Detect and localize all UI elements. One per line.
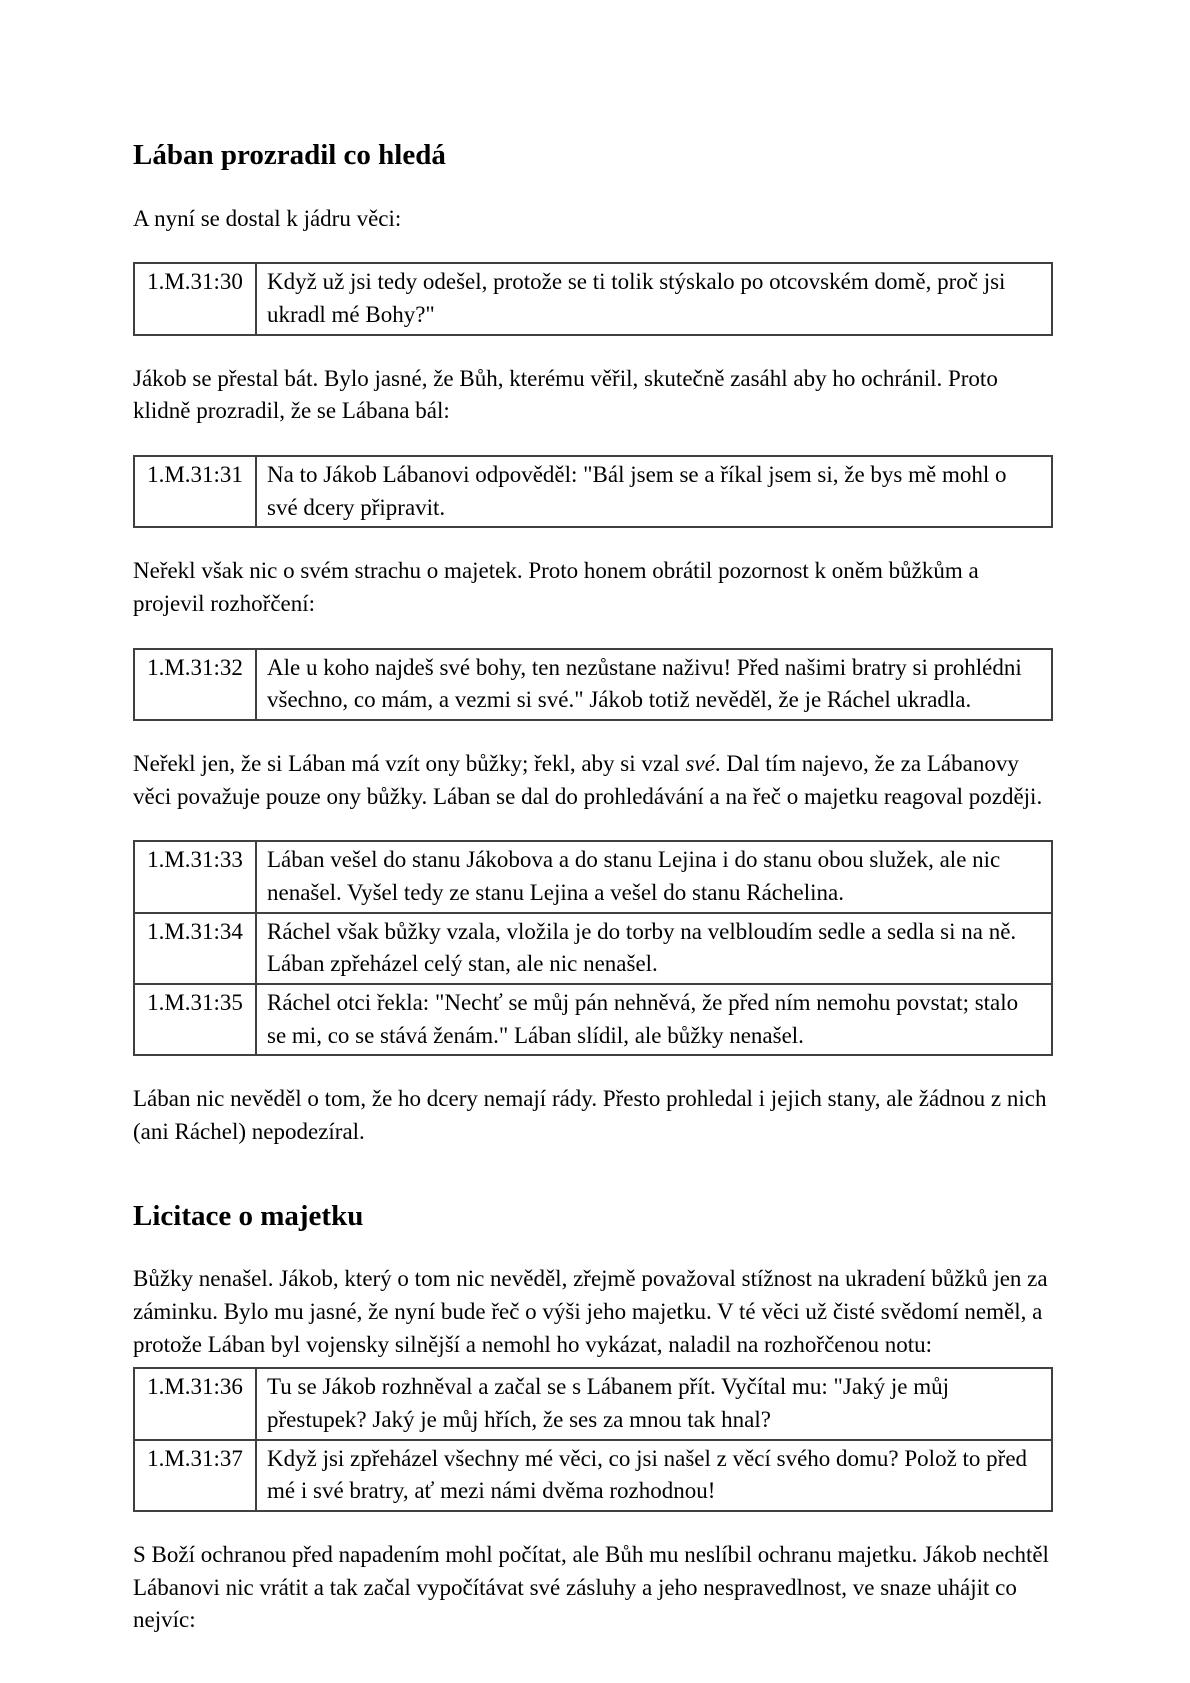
table-row bbox=[134, 456, 1052, 527]
verse-text: Lában vešel do stanu Jákobova a do stanu Lejina i do stanu obou služek, ale nic nenašel. Vyšel tedy ze stanu Lejina a vešel do stanu Ráchelina. bbox=[256, 841, 1052, 912]
paragraph-run: Neřekl jen, že si Lában má vzít ony bůžky; řekl, aby si vzal bbox=[133, 751, 686, 777]
verse-ref: 1.M.31:36 bbox=[134, 1368, 256, 1439]
verse-ref: 1.M.31:33 bbox=[134, 841, 256, 912]
verse-text: Ráchel otci řekla: "Nechť se můj pán nehněvá, že před ním nemohu povstat; stalo se mi, co se stává ženám." Lában slídil, ale bůžky nenašel. bbox=[256, 984, 1052, 1055]
verse-ref: 1.M.31:30 bbox=[134, 263, 256, 334]
verse-table-31-30 bbox=[133, 262, 1053, 335]
table-row bbox=[134, 649, 1052, 720]
paragraph-nerekl-vsak: Neřekl však nic o svém strachu o majetek. Proto honem obrátil pozornost k oněm bůžkům a projevil rozhořčení: bbox=[133, 558, 979, 617]
verse-text: Když už jsi tedy odešel, protože se ti tolik stýskalo po otcovském domě, proč jsi ukradl mé Bohy?" bbox=[256, 263, 1052, 334]
verse-ref: 1.M.31:37 bbox=[134, 1440, 256, 1511]
verse-ref: 1.M.31:34 bbox=[134, 913, 256, 984]
verse-text: Na to Jákob Lábanovi odpověděl: "Bál jsem se a říkal jsem si, že bys mě mohl o své dcery připravit. bbox=[256, 456, 1052, 527]
verse-ref: 1.M.31:31 bbox=[134, 456, 256, 527]
paragraph-s-bozi-ochranou: S Boží ochranou před napadením mohl počítat, ale Bůh mu neslíbil ochranu majetku. Jákob nechtěl Lábanovi nic vrátit a tak začal vypočítávat své zásluhy a jeho nespravedlnost, ve snaze uhájit co nejvíc: bbox=[133, 1541, 1049, 1633]
verse-ref: 1.M.31:35 bbox=[134, 984, 256, 1055]
verse-table-31-36-37 bbox=[133, 1367, 1053, 1512]
paragraph-run: . Dal tím najevo, že za Lábanovy věci považuje pouze ony bůžky. Lában se dal do prohledávání a na řeč o majetku reagoval později. bbox=[133, 751, 1043, 809]
paragraph-jakob-prestal-bat: Jákob se přestal bát. Bylo jasné, že Bůh, kterému věřil, skutečně zasáhl aby ho ochránil. Proto klidně prozradil, že se Lábana bál: bbox=[133, 365, 998, 424]
verse-text: Ale u koho najdeš své bohy, ten nezůstane naživu! Před našimi bratry si prohlédni všechno, co mám, a vezmi si své." Jákob totiž nevěděl, že je Ráchel ukradla. bbox=[256, 649, 1052, 720]
verse-text: Ráchel však bůžky vzala, vložila je do torby na velbloudím sedle a sedla si na ně. Lában zpřeházel celý stan, ale nic nenašel. bbox=[256, 913, 1052, 984]
table-row bbox=[134, 1368, 1052, 1439]
verse-ref: 1.M.31:32 bbox=[134, 649, 256, 720]
verse-table-31-31 bbox=[133, 455, 1053, 528]
paragraph-laban-nic-nevedel: Lában nic nevěděl o tom, že ho dcery nemají rády. Přesto prohledal i jejich stany, ale žádnou z nich (ani Ráchel) nepodezíral. bbox=[133, 1086, 1047, 1144]
table-row bbox=[134, 984, 1052, 1055]
table-row bbox=[134, 913, 1052, 984]
paragraph-intro: A nyní se dostal k jádru věci: bbox=[133, 205, 402, 231]
paragraph-buzky-nenasel: Bůžky nenašel. Jákob, který o tom nic nevěděl, zřejmě považoval stížnost na ukradení bůžků jen za záminku. Bylo mu jasné, že nyní bude řeč o výši jeho majetku. V té věci už čisté svědomí neměl, a protože Lában byl vojensky silnější a nemohl ho vykázat, naladil na rozhořčenou notu: bbox=[133, 1266, 1048, 1357]
verse-table-31-32 bbox=[133, 648, 1053, 721]
section-heading-laban-prozradil: Lában prozradil co hledá bbox=[133, 139, 446, 171]
table-row bbox=[134, 841, 1052, 912]
verse-text: Tu se Jákob rozhněval a začal se s Lábanem přít. Vyčítal mu: "Jaký je můj přestupek? Jaký je můj hřích, že ses za mnou tak hnal? bbox=[256, 1368, 1052, 1439]
paragraph-run-italic: své bbox=[685, 751, 715, 777]
table-row bbox=[134, 263, 1052, 334]
section-heading-licitace: Licitace o majetku bbox=[133, 1199, 364, 1232]
table-row bbox=[134, 1440, 1052, 1511]
verse-table-31-33-35 bbox=[133, 840, 1053, 1056]
verse-text: Když jsi zpřeházel všechny mé věci, co jsi našel z věcí svého domu? Polož to před mé i své bratry, ať mezi námi dvěma rozhodnou! bbox=[256, 1440, 1052, 1511]
paragraph-nerekl-jen bbox=[133, 748, 1053, 813]
